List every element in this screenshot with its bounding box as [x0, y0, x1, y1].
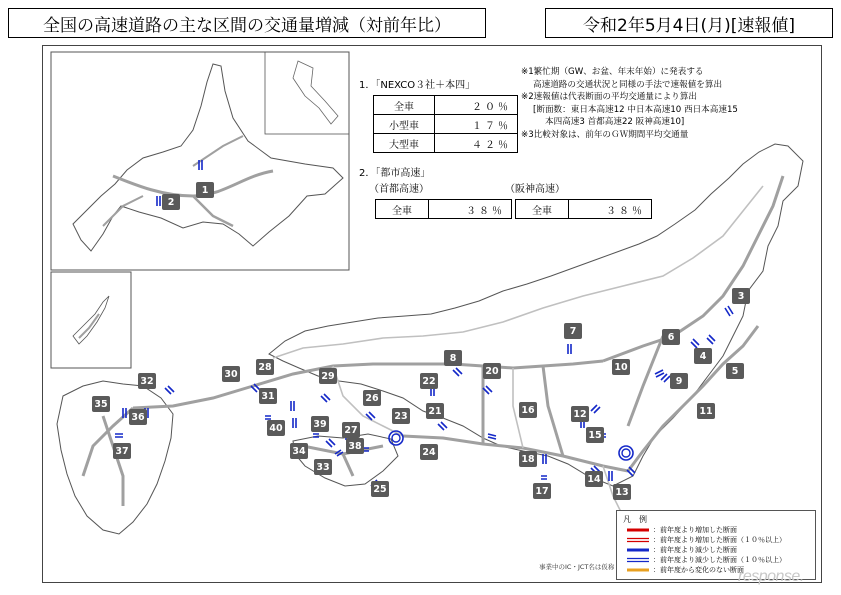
legend-label: ：前年度より減少した断面 [653, 546, 737, 554]
section-badge: 26 [363, 390, 381, 406]
map-title-text: 全国の高速道路の主な区間の交通量増減（対前年比） [43, 15, 451, 36]
section-badge: 31 [259, 388, 277, 404]
nexco-stats [359, 76, 518, 153]
nexco-heading: 1．「NEXCO３社＋本四」 [359, 80, 476, 91]
section-badge: 38 [346, 438, 364, 454]
section-badge: 17 [533, 483, 551, 499]
legend-label: ：前年度より増加した断面 [653, 526, 737, 534]
legend-swatch-decrease-10 [627, 557, 649, 563]
row-value: ３８％ [569, 200, 652, 219]
note-line: ※1繁忙期（GW、お盆、年末年始）に発表する [521, 67, 704, 77]
section-badge: 37 [113, 443, 131, 459]
map-title [8, 8, 486, 38]
section-badge: 32 [138, 373, 156, 389]
footnote: 事業中のIC・JCT名は仮称 [539, 563, 615, 571]
section-badge: 6 [662, 329, 680, 345]
row-label: 小型車 [374, 115, 435, 134]
nexco-table [373, 95, 518, 153]
section-badge: 40 [267, 420, 285, 436]
note-line: ※3比較対象は、前年のＧＷ期間平均交通量 [521, 129, 689, 140]
japan-traffic-map [42, 45, 822, 583]
section-badge: 22 [420, 373, 438, 389]
shuto-stats [369, 180, 512, 219]
table-row [376, 200, 512, 219]
kuril-island [293, 61, 338, 124]
section-badge: 13 [613, 484, 631, 500]
table-row [374, 134, 518, 153]
section-badge: 3 [732, 288, 750, 304]
legend-item [627, 565, 744, 575]
shuto-label: （首都高速） [369, 184, 429, 195]
legend-item [627, 545, 737, 555]
legend-swatch-unchanged [627, 567, 649, 573]
row-value: ２０％ [435, 96, 518, 115]
row-value: １７％ [435, 115, 518, 134]
section-badge: 35 [92, 396, 110, 412]
section-badge: 12 [571, 406, 589, 422]
section-badge: 20 [483, 363, 501, 379]
legend-title: 凡 例 [623, 515, 647, 524]
legend-swatch-increase [627, 527, 649, 533]
section-badge: 10 [612, 359, 630, 375]
row-value: ４２％ [435, 134, 518, 153]
note-line: 高速道路の交通状況と同様の手法で速報値を算出 [533, 79, 723, 90]
legend-label: ：前年度から変化のない断面 [653, 566, 744, 574]
section-badge: 4 [694, 348, 712, 364]
row-label: 大型車 [374, 134, 435, 153]
hanshin-label: （阪神高速） [505, 184, 565, 195]
hanshin-stats [505, 180, 652, 219]
urban-stats [359, 164, 430, 179]
table-row [516, 200, 652, 219]
row-value: ３８％ [429, 200, 512, 219]
section-badge: 21 [426, 403, 444, 419]
table-row [374, 96, 518, 115]
section-badge: 2 [162, 194, 180, 210]
section-badge: 8 [444, 350, 462, 366]
notes-block [521, 66, 738, 141]
legend-swatch-decrease [627, 547, 649, 553]
urban-heading: 2．「都市高速」 [359, 168, 431, 179]
section-badge: 24 [420, 444, 438, 460]
row-label: 全車 [516, 200, 569, 219]
watermark-logo: response. [738, 568, 804, 585]
legend-item [627, 525, 737, 535]
row-label: 全車 [376, 200, 429, 219]
section-badge: 15 [586, 427, 604, 443]
legend-item [627, 535, 786, 545]
section-badge: 25 [371, 481, 389, 497]
okinawa-land [73, 296, 109, 344]
note-line: [断面数：東日本高速12 中日本高速10 西日本高速15 [533, 104, 738, 115]
section-badge: 16 [519, 402, 537, 418]
report-date [545, 8, 833, 38]
legend-swatch-increase-10 [627, 537, 649, 543]
hanshin-table [515, 199, 652, 219]
note-line: ※2速報値は代表断面の平均交通量により算出 [521, 92, 697, 102]
section-badge: 7 [564, 323, 582, 339]
section-badge: 9 [670, 373, 688, 389]
table-row [374, 115, 518, 134]
shuto-table [375, 199, 512, 219]
section-badge: 39 [311, 416, 329, 432]
section-badge: 29 [319, 368, 337, 384]
section-badge: 27 [342, 422, 360, 438]
legend-label: ：前年度より減少した断面（１０％以上） [653, 556, 786, 564]
legend-item [627, 555, 786, 565]
report-date-text: 令和2年5月4日(月)[速報値] [583, 15, 795, 36]
section-badge: 34 [290, 443, 308, 459]
section-badge: 18 [519, 451, 537, 467]
section-badge: 30 [222, 366, 240, 382]
row-label: 全車 [374, 96, 435, 115]
section-badge: 14 [585, 471, 603, 487]
section-badge: 28 [256, 359, 274, 375]
legend-label: ：前年度より増加した断面（１０％以上） [653, 536, 786, 544]
section-badge: 1 [196, 182, 214, 198]
section-badge: 33 [314, 459, 332, 475]
section-badge: 23 [392, 408, 410, 424]
section-badge: 36 [129, 409, 147, 425]
note-line: 本四高速3 首都高速22 阪神高速10] [545, 117, 685, 127]
section-badge: 11 [697, 403, 715, 419]
section-badge: 5 [726, 363, 744, 379]
